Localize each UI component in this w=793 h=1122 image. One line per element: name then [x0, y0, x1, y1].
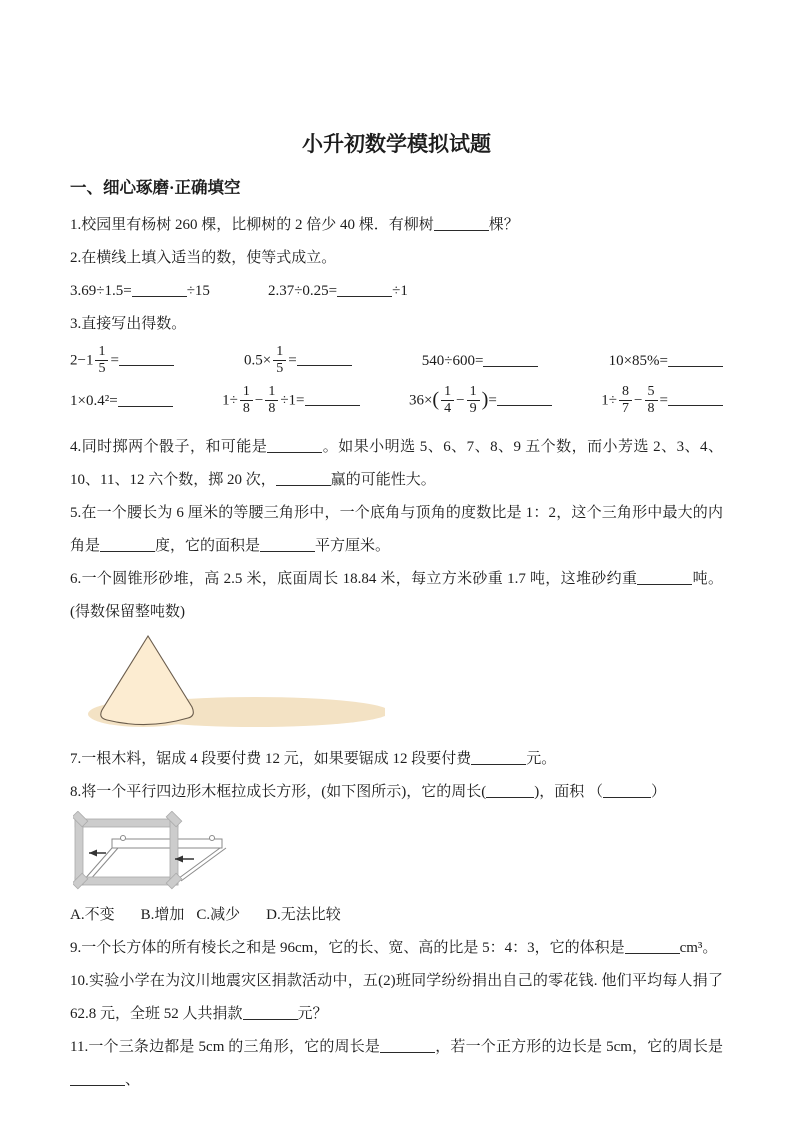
fraction: $\frac{1}{9}$ [467, 385, 480, 416]
option-d: D.无法比较 [266, 906, 341, 923]
fraction: $\frac{5}{8}$ [645, 385, 658, 416]
question-5-text: 平方厘米。 [315, 537, 391, 554]
question-11 [70, 1031, 723, 1097]
expression-text: = [110, 352, 119, 369]
rectangle-frame [73, 811, 182, 889]
question-1-text-after: 棵？ [488, 216, 519, 233]
answer-blank [260, 537, 315, 552]
question-7-text: 7.一根木料，锯成 4 段要付费 12 元，如果要锯成 12 段要付费 [70, 750, 472, 767]
answer-blank [497, 391, 552, 406]
expression-4 [609, 352, 723, 370]
question-8-text: )，面积 （ [534, 783, 603, 800]
expression-text: 2−1 [70, 352, 94, 369]
question-3: 3.直接写出得数。 [70, 315, 187, 332]
question-5 [70, 497, 723, 563]
question-2: 2.在横线上填入适当的数，使等式成立。 [70, 249, 337, 266]
answer-blank [267, 438, 322, 453]
question-11-text: ，若一个正方形的边长是 5cm，它的周长是 [435, 1038, 723, 1055]
question-11-text: 、 [125, 1071, 141, 1088]
equation-1-right: ÷15 [186, 282, 210, 299]
question-1 [70, 209, 723, 242]
expression-text: 1÷ [601, 392, 618, 409]
open-paren: ( [432, 388, 440, 411]
expression-text: − [456, 392, 465, 409]
question-5-text: 度，它的面积是 [155, 537, 261, 554]
expression-text: 0.5× [244, 352, 272, 369]
fraction: $\frac{1}{5}$ [273, 345, 286, 376]
expression-1 [70, 345, 174, 376]
fraction: $\frac{1}{4}$ [441, 385, 454, 416]
answer-blank [305, 391, 360, 406]
question-4-text: 。如果小明选 5、6、7、8、9 五个数，而小芳选 2、3、4、10、11、12 六个数，掷 20 次， [70, 438, 723, 488]
parallelogram-frame-illustration [73, 811, 303, 899]
option-c: C.减少 [196, 906, 241, 923]
cone-shape [101, 636, 194, 725]
answer-blank [297, 351, 352, 366]
answer-blank [100, 537, 155, 552]
fraction: $\frac{1}{8}$ [265, 385, 278, 416]
expression-5 [70, 392, 173, 410]
expression-text: 36× [408, 392, 433, 409]
answer-blank [668, 391, 723, 406]
question-6-text: 6.一个圆锥形砂堆，高 2.5 米，底面周长 18.84 米，每立方米砂重 1.7 吨，这堆砂约重 [70, 570, 638, 587]
question-10-text: 10.实验小学在为汶川地震灾区捐款活动中，五(2)班同学纷纷捐出自己的零花钱. 他们平均每人捐了 62.8 元，全班 52 人共捐款 [70, 972, 723, 1022]
question-8-text: 8.将一个平行四边形木框拉成长方形，(如下图所示)，它的周长( [70, 783, 487, 800]
page-title: 小升初数学模拟试题 [302, 132, 491, 156]
answer-blank [337, 282, 392, 297]
expression-text: = [488, 392, 497, 409]
expression-text: 540÷600= [421, 352, 484, 369]
option-a: A.不变 [70, 906, 115, 923]
arrow-left-icon [89, 849, 106, 856]
question-4 [70, 431, 723, 497]
answer-blank [132, 282, 187, 297]
question-8 [70, 776, 723, 809]
equation-2-right: ÷1 [392, 282, 408, 299]
question-6-text: 吨。(得数保留整吨数) [70, 570, 723, 620]
answer-blank [380, 1038, 435, 1053]
answer-blank [118, 392, 173, 407]
expression-text: = [288, 352, 297, 369]
question-8-options [70, 899, 723, 932]
question-11-text: 11.一个三条边都是 5cm 的三角形，它的周长是 [70, 1038, 381, 1055]
answer-blank [603, 783, 651, 798]
answer-blank [668, 352, 723, 367]
expression-text: 1×0.4²= [70, 392, 118, 409]
expression-text: 10×85%= [608, 352, 668, 369]
question-9-text: 9.一个长方体的所有棱长之和是 96cm，它的长、宽、高的比是 5：4：3，它的体积是 [70, 939, 625, 956]
answer-blank [483, 352, 538, 367]
answer-blank [637, 570, 692, 585]
close-paren: ) [481, 388, 489, 411]
expression-text: − [254, 392, 264, 409]
expression-text: − [634, 392, 643, 409]
question-2-equations [70, 275, 723, 308]
fraction: $\frac{1}{5}$ [95, 345, 108, 376]
expression-7 [409, 385, 552, 416]
expression-2 [244, 345, 352, 376]
answer-blank [70, 1071, 125, 1086]
pull-bar [112, 839, 222, 848]
question-7 [70, 743, 723, 776]
question-8-text: ） [651, 783, 667, 800]
question-7-text: 元。 [526, 750, 557, 767]
answer-blank [243, 1005, 298, 1020]
fraction: $\frac{8}{7}$ [619, 385, 632, 416]
equation-1-left: 3.69÷1.5= [70, 282, 132, 299]
answer-blank [471, 750, 526, 765]
expression-text: = [659, 392, 668, 409]
option-b: B.增加 [140, 906, 185, 923]
section-heading: 一、细心琢磨·正确填空 [70, 178, 241, 198]
question-9-text: cm³。 [679, 939, 718, 956]
answer-blank [434, 216, 489, 231]
question-5-text: 5.在一个腰长为 6 厘米的等腰三角形中，一个底角与顶角的度数比是 1：2，这个三角形中最大的内角是 [70, 504, 723, 554]
question-10 [70, 965, 723, 1031]
question-3-row-2 [70, 381, 723, 421]
answer-blank [486, 783, 534, 798]
answer-blank [119, 351, 174, 366]
question-3-row-1 [70, 341, 723, 381]
fraction: $\frac{1}{8}$ [240, 385, 253, 416]
question-6 [70, 563, 723, 629]
expression-6 [222, 385, 359, 416]
answer-blank [625, 939, 680, 954]
equation-2-left: 2.37÷0.25= [267, 282, 338, 299]
expression-8 [601, 385, 723, 416]
answer-blank [276, 471, 331, 486]
question-9 [70, 932, 723, 965]
sand-pile-cone-illustration [85, 633, 385, 733]
expression-text: 1÷ [222, 392, 238, 409]
question-4-text: 赢的可能性大。 [330, 471, 436, 488]
question-1-text: 1.校园里有杨树 260 棵，比柳树的 2 倍少 40 棵．有柳树 [70, 216, 434, 233]
expression-3 [422, 352, 539, 370]
question-4-text: 4.同时掷两个骰子，和可能是 [70, 438, 268, 455]
question-10-text: 元？ [297, 1005, 328, 1022]
expression-text: ÷1= [280, 392, 305, 409]
